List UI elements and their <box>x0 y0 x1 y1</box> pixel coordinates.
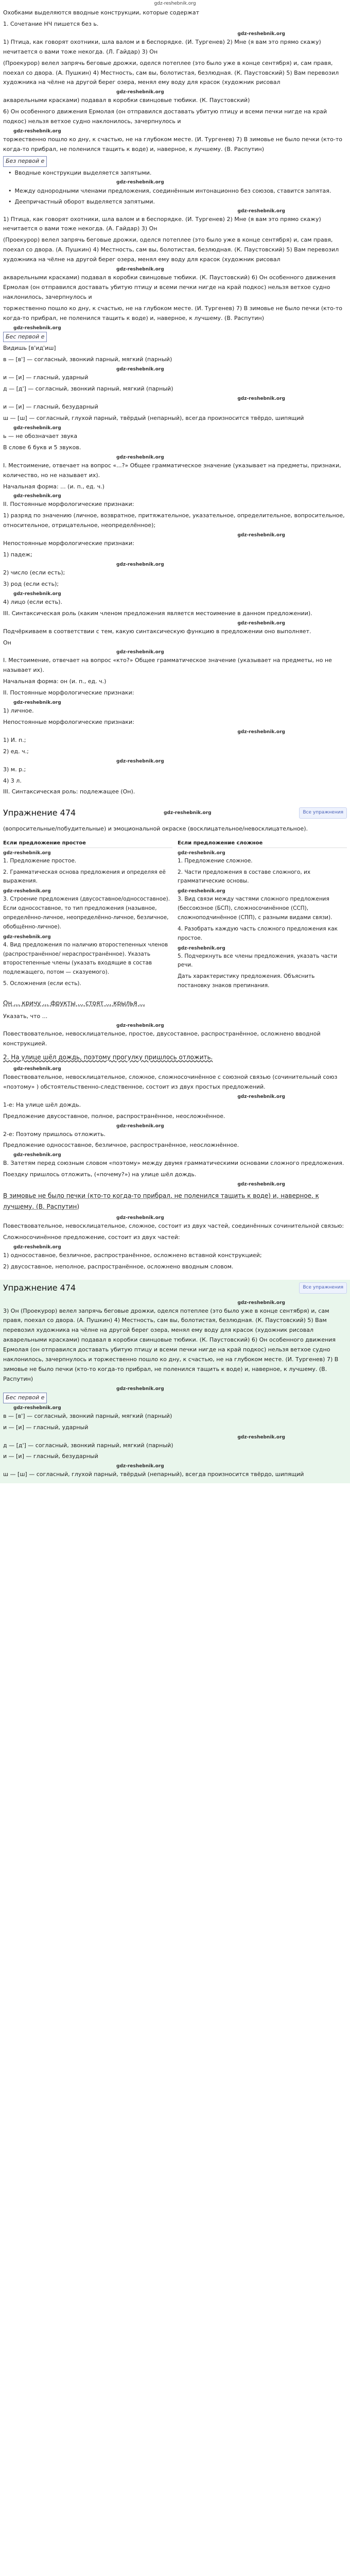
morph-line: 1) личное. <box>3 707 34 715</box>
column-item: 3. Вид связи между частями сложного предложения (бессоюзное (БСП), сложносочинённое (ССП), сложноподчинённое (СПП), с разными видами связи). <box>178 896 332 921</box>
column-item: 2. Грамматическая основа предложения и определяя её выражения. <box>3 869 166 885</box>
phonetic-line: в — [в'] — согласный, звонкий парный, мягкий (парный) <box>3 356 172 363</box>
morph-line: II. Постоянные морфологические признаки: <box>3 501 134 508</box>
analysis-line: Предложение двусоставное, полное, распространённое, неосложнённое. <box>3 1112 225 1120</box>
bullet-item: • Между однородными членами предложения, соединённым интонационно без союзов, ставится запятая. <box>8 187 331 194</box>
watermark: gdz-reshebnik.org <box>237 1300 285 1306</box>
morph-line: I. Местоимение, отвечает на вопрос «кто?» Общее грамматическое значение (указывает на предметы, но не называет их). <box>3 657 332 674</box>
exercise-header <box>0 1280 350 1296</box>
morph-line: 1) падеж; <box>3 551 32 558</box>
watermark: gdz-reshebnik.org <box>237 533 285 538</box>
analysis-line: 1) односоставное, безличное, распространённое, осложнено вставной конструкцией; <box>3 1252 262 1259</box>
analysis-line: 2-е: Поэтому пришлось отложить. <box>3 1130 106 1138</box>
morph-line: I. Местоимение, отвечает на вопрос «...?» Общее грамматическое значение (указывает на предметы, признаки, количество, но не называет их). <box>3 462 341 479</box>
watermark: gdz-reshebnik.org <box>116 1023 164 1029</box>
item: 6) Он особенного движения Ермолая (он отправился доставать убитую птицу и всеми печки нигде на край подкос) нельзя ветхое судно наклонилось, зачерпнулось и <box>3 108 327 125</box>
column-simple <box>3 839 172 993</box>
exercise-intro: (вопросительные/побудительные) и эмоциональной окраске (восклицательное/невосклицательное). <box>3 825 308 832</box>
morph-line: 1) И. п.; <box>3 736 26 743</box>
phonetic-line: д — [д'] — согласный, звонкий парный, мягкий (парный) <box>3 1442 173 1449</box>
boxed-note: Бес первой е <box>3 1393 47 1403</box>
phonetic-line: и — [и] — гласный, безударный <box>3 403 98 411</box>
column-heading: Если предложение сложное <box>178 839 347 848</box>
morph-line: Начальная форма: он (и. п., ед. ч.) <box>3 678 107 685</box>
watermark: gdz-reshebnik.org <box>116 267 164 273</box>
watermark: gdz-reshebnik.org <box>116 90 164 95</box>
analysis-line: 2) двусоставное, неполное, распространённое, осложнено вводным словом. <box>3 1263 234 1270</box>
watermark: gdz-reshebnik.org <box>13 129 61 134</box>
item: (Проекурор) велел запрячь беговые дрожки, оделся потеплее (это было уже в конце сентября) и, сам правя, поехал со двора. (А. Пушкин) 4) Местность, сам вы, болотистая, безлюдная. (К. Паустовский) 5) Вам перевозил художника на чёлне на другой берег озера, менял ему воду для красок (художник рисовал <box>3 236 339 263</box>
phonetic-line: и — [и] — гласный, ударный <box>3 374 89 381</box>
watermark: gdz-reshebnik.org <box>116 454 164 460</box>
column-heading: Если предложение простое <box>3 839 172 848</box>
watermark: gdz-reshebnik.org <box>116 562 164 567</box>
phonetic-line: ш — [ш] — согласный, глухой парный, твёрдый (непарный), всегда произносится твёрдо, шипящий <box>3 1471 304 1478</box>
analysis-columns <box>0 838 350 994</box>
analysis-line: В. Затетям перед союзным словом «поэтому» между двумя грамматическими основами сложного предложения. <box>3 1160 344 1167</box>
watermark: gdz-reshebnik.org <box>13 425 61 431</box>
item: торжественно пошло ко дну, к счастью, не на глубоком месте. (И. Тургенев) 7) В зимовье не было печки (кто-то когда-то прибрал, не поленился тащить к воде) и, наверное, к лучшему. (В. Распутин) <box>3 304 343 321</box>
analysis-line: Повествовательное, невосклицательное, сложное, состоит из двух частей, соединённых сочинительной связью: <box>3 1223 344 1230</box>
watermark: gdz-reshebnik.org <box>237 208 285 214</box>
watermark: gdz-reshebnik.org <box>3 889 51 894</box>
phonetic-count: В слове 6 букв и 5 звуков. <box>3 444 81 451</box>
column-item: 1. Предложение простое. <box>3 857 77 864</box>
morph-line: 4) лицо (если есть). <box>3 598 62 605</box>
column-item: 4. Вид предложения по наличию второстепенных членов (распространённое/ нераспространённое). Указать второстепенные члены (указать входящие в состав подлежащего, потом — сказуемого). <box>3 941 168 976</box>
watermark: gdz-reshebnik.org <box>116 1123 164 1129</box>
boxed-note: Без первой е <box>3 156 47 167</box>
morph-line: III. Синтаксическая роль (каким членом предложения является местоимение в данном предложении). <box>3 609 312 617</box>
watermark: gdz-reshebnik.org <box>13 591 61 597</box>
column-item: 1. Предложение сложное. <box>178 857 253 864</box>
morph-line: 4) 3 л. <box>3 777 22 784</box>
watermark: gdz-reshebnik.org <box>237 396 285 402</box>
watermark: gdz-reshebnik.org <box>237 1094 285 1099</box>
morph-line: III. Синтаксическая роль: подлежащее (Он). <box>3 788 135 795</box>
column-item: 2. Части предложения в составе сложного, их грамматические основы. <box>178 869 311 885</box>
phonetic-line: ь — не обозначает звука <box>3 432 78 439</box>
watermark: gdz-reshebnik.org <box>237 1434 285 1440</box>
phonetic-line: ш — [ш] — согласный, глухой парный, твёрдый (непарный), всегда произносится твёрдо, шипящий <box>3 415 304 421</box>
watermark: gdz-reshebnik.org <box>163 810 212 816</box>
morph-line: Непостоянные морфологические признаки: <box>3 718 134 725</box>
watermark: gdz-reshebnik.org <box>237 729 285 735</box>
item: 3) Он (Проекурор) велел запрячь беговые дрожки, оделся потеплее (это было уже в конце сентября) и, сам правя, поехал со двора. (А. Пушкин) 4) Местность, сам вы, болотистая, безлюдная. (К. Паустовский) 5) Вам перевозил художника на чёлне на другой берег озера, менял ему воду для красок (художник рисовал акварельными красками) подавал в коробки свинцовые тюбики. (К. Паустовский) 6) Он особенного движения Ермолая (он отправился доставать убитую птицу и всеми печки нигде на край подкос) нельзя ветхое судно наклонилось, зачерпнулось и торжественно пошло ко дну, к счастью, не на глубоком месте. (И. Тургенев) 7) В зимовье не было печки (кто-то когда-то прибрал, не поленился тащить к воде) и, наверное, к лучшему. (В. Распутин) <box>3 1307 339 1382</box>
watermark: gdz-reshebnik.org <box>237 620 285 626</box>
morph-line: 3) род (если есть); <box>3 580 59 587</box>
column-complex <box>178 839 347 993</box>
item: 1. Сочетание НЧ пишется без ь. <box>3 20 99 27</box>
watermark: gdz-reshebnik.org <box>13 1405 61 1411</box>
exercise-block <box>0 1280 350 1483</box>
analysis-line: Сложносочинённое предложение, состоит из двух частей: <box>3 1234 180 1241</box>
watermark: gdz-reshebnik.org <box>13 1153 61 1158</box>
watermark: gdz-reshebnik.org <box>3 850 51 856</box>
watermark: gdz-reshebnik.org <box>178 889 225 894</box>
analysis-line: Поездку пришлось отложить, («почему?») на улице шёл дождь. <box>3 1171 197 1178</box>
all-exercises-button[interactable]: Все упражнения <box>299 807 347 818</box>
column-item: 5. Осложнения (если есть). <box>3 980 81 987</box>
intro-text: Охобками выделяются вводные конструкции, которые содержат <box>3 9 200 16</box>
bullet-item: • Деепричастный оборот выделяется запятыми. <box>8 198 155 205</box>
exercise-title: Упражнение 474 <box>3 808 76 818</box>
item: акварельными красками) подавал в коробки свинцовые тюбики. (К. Паустовский) 6) Он особенного движения Ермолая (он отправился доставать убитую птицу и всеми печки нигде на край подкос) нельзя ветхое судно наклонилось, зачерпнулось и <box>3 274 336 300</box>
phonetic-line: в — [в'] — согласный, звонкий парный, мягкий (парный) <box>3 1412 172 1419</box>
morph-line: 2) ед. ч.; <box>3 748 29 755</box>
watermark: gdz-reshebnik.org <box>178 945 225 951</box>
column-item: 4. Разобрать каждую часть сложного предложения как простое. <box>178 925 338 941</box>
morph-line: 3) м. р.; <box>3 766 26 773</box>
watermark: gdz-reshebnik.org <box>116 179 164 185</box>
watermark: gdz-reshebnik.org <box>116 1464 164 1469</box>
phonetic-heading: Видишь [в'ид'иш] <box>3 345 56 352</box>
all-exercises-button[interactable]: Все упражнения <box>299 1282 347 1293</box>
watermark: gdz-reshebnik.org <box>13 700 61 706</box>
watermark: gdz-reshebnik.org <box>237 1182 285 1188</box>
boxed-note: Бес первой е <box>3 332 47 343</box>
watermark: gdz-reshebnik.org <box>13 494 61 499</box>
item: 1) Птица, как говорят охотники, шла валом и в беспорядке. (И. Тургенев) 2) Мне (я вам это прямо скажу) нечитается о вами тоже некогда. (Л. Гайдар) 3) Он <box>3 38 321 55</box>
watermark: gdz-reshebnik.org <box>237 31 285 37</box>
morph-line: Начальная форма: ... (и. п., ед. ч.) <box>3 483 104 490</box>
sentence-diagram: В зимовье не было печки (кто-то когда-то прибрал, не поленился тащить к воде) и, наверное, к лучшему. (В. Распутин) <box>3 1192 319 1210</box>
part1-section <box>0 7 350 801</box>
analysis-line: Повествовательное, невосклицательное, простое, двусоставное, распространённое, осложнено вводной конструкцией. <box>3 1030 321 1047</box>
phonetic-line: д — [д'] — согласный, звонкий парный, мягкий (парный) <box>3 385 173 393</box>
bullet-item: • Вводные конструкции выделяется запятыми. <box>8 169 152 176</box>
watermark: gdz-reshebnik.org <box>116 650 164 655</box>
watermark: gdz-reshebnik.org <box>116 1215 164 1221</box>
item: (Проекурор) велел запрячь беговые дрожки, оделся потеплее (это было уже в конце сентября) и, сам правя, поехал со двора. (А. Пушкин) 4) Местность, сам вы, болотистая, безлюдная. (К. Паустовский) 5) Вам перевозил художника на чёлне на другой берег озера, менял ему воду для красок (художник рисовал <box>3 59 339 86</box>
sentence-diagram: Он ... кричу ... фрукты ... стоят ... крылья ... <box>3 999 145 1007</box>
watermark: gdz-reshebnik.org <box>116 758 164 764</box>
column-item: 5. Подчеркнуть все члены предложения, указать части речи. <box>178 953 337 969</box>
item: акварельными красками) подавал в коробки свинцовые тюбики. (К. Паустовский) <box>3 97 250 104</box>
watermark: gdz-reshebnik.org <box>13 1245 61 1250</box>
analysis-line: 1-е: На улице шёл дождь. <box>3 1101 81 1108</box>
exercise-header <box>0 805 350 821</box>
exercise-title: Упражнение 474 <box>3 1283 76 1293</box>
morph-line: II. Постоянные морфологические признаки: <box>3 689 134 697</box>
watermark: gdz-reshebnik.org <box>178 850 225 856</box>
column-item: 3. Строение предложения (двусоставное/односоставное). Если односоставное, то тип предложения (назывное, определённо-личное, неопределённо-личное, безличное, обобщённо-личное). <box>3 896 170 930</box>
watermark: gdz-reshebnik.org <box>13 1066 61 1072</box>
watermark: gdz-reshebnik.org <box>3 934 51 940</box>
site-url[interactable]: gdz-reshebnik.org <box>154 1 196 6</box>
diagram-caption: Указать, что ... <box>3 1012 48 1020</box>
analysis-line: Предложение односоставное, безличное, распространённое, неосложнённое. <box>3 1142 239 1149</box>
phonetic-line: и — [и] — гласный, ударный <box>3 1423 89 1431</box>
analysis-line: Повествовательное, невосклицательное, сложное, сложносочинённое с союзной связью (сочинительный союз «поэтому» ) обстоятельственно-следственное, состоит из двух простых предложений. <box>3 1073 338 1090</box>
watermark: gdz-reshebnik.org <box>13 325 61 331</box>
item: 1) Птица, как говорят охотники, шла валом и в беспорядке. (И. Тургенев) 2) Мне (я вам это прямо скажу) нечитается о вами тоже некогда. (А. Гайдар) 3) Он <box>3 215 321 232</box>
phonetic-line: и — [и] — гласный, безударный <box>3 1453 98 1460</box>
morph-line: Он <box>3 639 11 646</box>
morph-line: 2) число (если есть); <box>3 569 65 576</box>
morph-line: 1) разряд по значению (личное, возвратное, притяжательное, указательное, определительное, вопросительное, относительное, отрицательное, неопределённое); <box>3 512 345 529</box>
sentence-diagram: 2. На улице шёл дождь, поэтому прогулку пришлось отложить. <box>3 1054 213 1061</box>
morph-line: Непостоянные морфологические признаки: <box>3 540 134 547</box>
watermark: gdz-reshebnik.org <box>116 367 164 372</box>
morph-line: Подчёркиваем в соответствии с тем, какую синтаксическую функцию в предложении оно выполняет. <box>3 628 311 635</box>
column-item: Дать характеристику предложения. Объяснить постановку знаков препинания. <box>178 973 315 989</box>
watermark: gdz-reshebnik.org <box>116 1386 164 1392</box>
item: торжественно пошло ко дну, к счастью, не на глубоком месте. (И. Тургенев) 7) В зимовье не было печки (кто-то когда-то прибрал, не поленился тащить к воде) и, наверное, к лучшему. (В. Распутин) <box>3 136 343 152</box>
